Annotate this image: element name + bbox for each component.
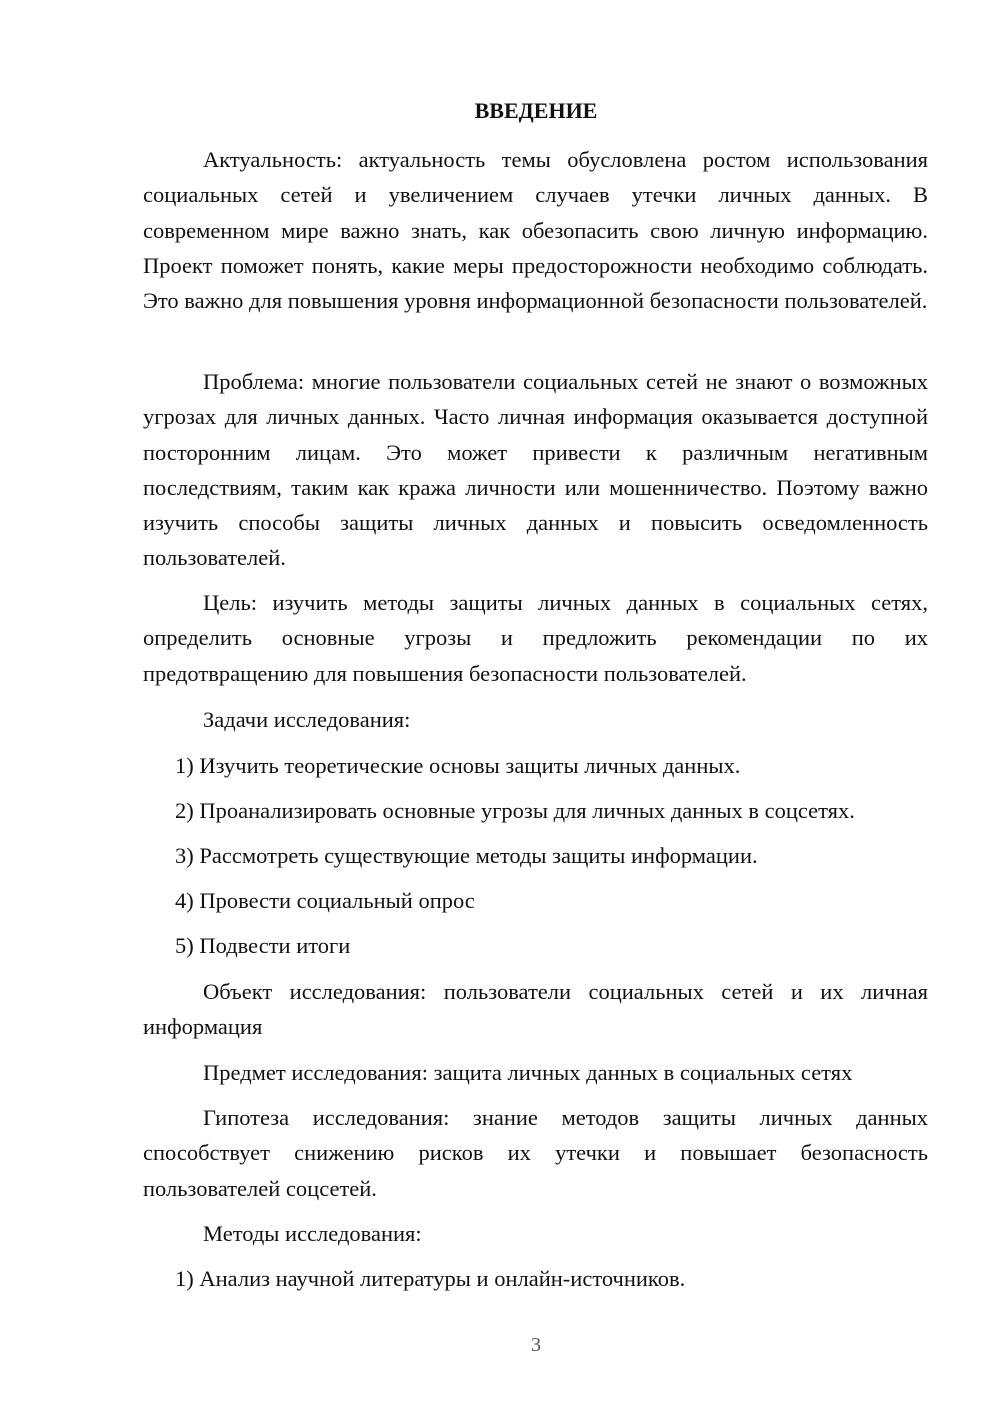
task-item-2: 2) Проанализировать основные угрозы для личных данных в соцсетях.: [175, 798, 855, 823]
hypothesis-paragraph: Гипотеза исследования: знание методов защиты личных данных способствует снижению рисков их утечки и повышает безопасность пользователей соцсетей.: [143, 1105, 928, 1201]
page-title: ВВЕДЕНИЕ: [474, 98, 598, 123]
page-number: 3: [531, 1334, 541, 1356]
methods-heading: Методы исследования:: [203, 1221, 422, 1246]
goal-paragraph: Цель: изучить методы защиты личных данных в социальных сетях, определить основные угрозы и предложить рекомендации по их предотвращению для повышения безопасности пользователей.: [143, 590, 928, 686]
object-paragraph: Объект исследования: пользователи социальных сетей и их личная информация: [143, 979, 928, 1040]
task-item-1: 1) Изучить теоретические основы защиты личных данных.: [175, 753, 741, 778]
tasks-heading: Задачи исследования:: [203, 707, 411, 732]
method-item-1: 1) Анализ научной литературы и онлайн-источников.: [175, 1266, 686, 1291]
subject-paragraph: Предмет исследования: защита личных данных в социальных сетях: [203, 1060, 853, 1085]
relevance-paragraph: Актуальность: актуальность темы обусловлена ростом использования социальных сетей и увеличением случаев утечки личных данных. В современном мире важно знать, как обезопасить свою личную информацию. Проект поможет понять, какие меры предосторожности необходимо соблюдать. Это важно для повышения уровня информационной безопасности пользователей.: [143, 147, 928, 314]
task-item-3: 3) Рассмотреть существующие методы защиты информации.: [175, 843, 758, 868]
task-item-5: 5) Подвести итоги: [175, 933, 351, 958]
task-item-4: 4) Провести социальный опрос: [175, 888, 475, 913]
problem-paragraph: Проблема: многие пользователи социальных сетей не знают о возможных угрозах для личных данных. Часто личная информация оказывается доступной посторонним лицам. Это может привести к различным негативным последствиям, таким как кража личности или мошенничество. Поэтому важно изучить способы защиты личных данных и повысить осведомленность пользователей.: [143, 369, 928, 571]
